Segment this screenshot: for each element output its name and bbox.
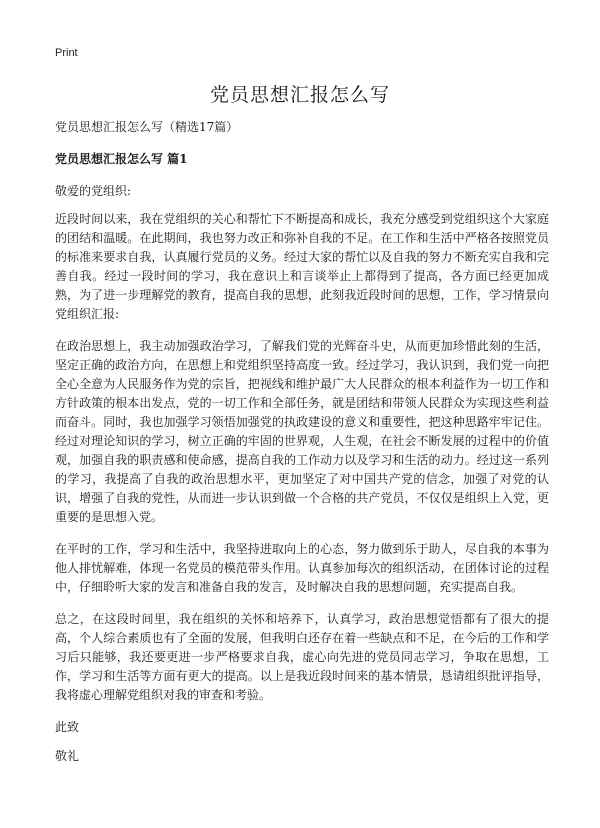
section-heading: 党员思想汇报怎么写 篇1 <box>55 152 188 166</box>
body-paragraph: 近段时间以来，我在党组织的关心和帮忙下不断提高和成长，我充分感受到党组织这个大家庭的团结和温暖。在此期间，我也努力改正和弥补自我的不足。在工作和生活中严格各按照党员的标准来要求自我，认真履行党员的义务。经过大家的帮忙以及自我的努力不断充实自我和完善自我。经过一段时间的学习，我在意识上和言谈举止上都得到了提高，各方面已经更加成熟，为了进一步理解党的教育，提高自我的思想，此刻我近段时间的思想，工作，学习情景向党组织汇报: <box>55 212 549 321</box>
closing-line: 此致 <box>55 720 80 734</box>
print-link[interactable]: Print <box>55 47 78 59</box>
body-paragraph: 在政治思想上，我主动加强政治学习，了解我们党的光辉奋斗史，从而更加珍惜此刻的生活，坚定正确的政治方向，在思想上和党组织坚持高度一致。经过学习，我认识到，我们党一向把全心全意为人民服务作为党的宗旨，把视线和维护最广大人民群众的根本利益作为一切工作和方针政策的根本出发点，党的一切工作和全部任务，就是团结和带领人民群众为实现这些利益而奋斗。同时，我也加强学习领悟加强党的执政建设的意义和重要性，把这种思路牢牢记住。经过对理论知识的学习，树立正确的牢固的世界观，人生观，在社会不断发展的过程中的价值观，加强自我的职责感和使命感，提高自我的工作动力以及学习和生活的动力。经过这一系列的学习，我提高了自我的政治思想水平，更加坚定了对中国共产党的信念，加强了对党的认识，增强了自我的党性，从而进一步认识到做一个合格的共产党员，不仅仅是组织上入党，更重要的是思想入党。 <box>55 339 549 524</box>
document-body <box>55 118 549 766</box>
document-title: 党员思想汇报怎么写 <box>209 84 390 106</box>
document-subtitle: 党员思想汇报怎么写（精选17篇） <box>55 120 239 134</box>
salutation: 敬爱的党组织: <box>55 184 132 198</box>
body-paragraph: 在平时的工作，学习和生活中，我坚持进取向上的心态，努力做到乐于助人，尽自我的本事为他人排忧解难，体现一名党员的模范带头作用。认真参加每次的组织活动，在团体讨论的过程中，仔细聆听大家的发言和准备自我的发言，及时解决自我的思想问题，充实提高自我。 <box>55 542 549 594</box>
closing-greeting: 敬礼 <box>55 749 80 763</box>
body-paragraph: 总之，在这段时间里，我在组织的关怀和培养下，认真学习，政治思想觉悟都有了很大的提高，个人综合素质也有了全面的发展，但我明白还存在着一些缺点和不足，在今后的工作和学习后只能够，我还要更进一步严格要求自我，虚心向先进的党员同志学习，争取在思想，工作，学习和生活等方面有更大的提高。以上是我近段时间来的基本情景，恳请组织批评指导，我将虚心理解党组织对我的审查和考验。 <box>55 612 549 702</box>
